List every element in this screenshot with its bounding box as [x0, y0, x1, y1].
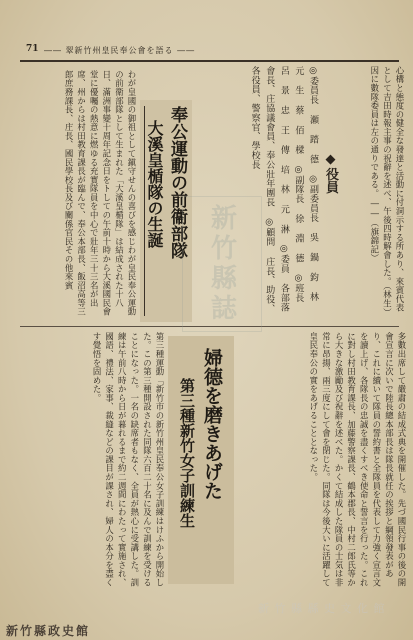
headline-bottom-line-1: 婦德を磨きあげた — [201, 348, 223, 500]
officer-roster: ◎委員長 瀬 踏 德 ◎副委員長 吳 鍋 鈞 林 元 生 蔡 佰 樑 ◎副隊長 徐 淵 德 ◎班長 呂 景 忠 王 傳 培 林 元 淋 ◎委員 各部落會長、庄協議會員、奉公壯年團長 ◎顧問 庄長、助役、各役員、警察官、學校長 — [249, 66, 318, 314]
article-text-top-left: わが皇國の御祖として鎭守せんの喜びを感じわが皇民奉公運動の前衛部隊として生まれた「大溪皇楯隊」は結成された十八日、滿洲事變十周年記念日をトしての午前十時から大溪國民會堂に優囑の熱意に燃ゆる充實隊員を中心で壯年三十三名が出席、州からは村田教育課長が臨んで、奉公本部長、飯沼高等三郎庶務課長、庄長、國民學校長及び關係官民その他來賓 — [64, 70, 137, 317]
archive-watermark: 新 竹 縣 縣 史 文 化 館 — [258, 602, 386, 615]
section-heading-officers: ◆役員 — [323, 152, 338, 195]
archive-mark: 新竹縣政史館 — [6, 624, 91, 638]
running-head: ―― 翠新竹州皇民奉公會を語る ―― — [44, 46, 196, 55]
page-number: 71 — [26, 44, 39, 54]
headline-line-2: 大溪皇楯隊の生誕 — [145, 120, 164, 248]
headline-line-1: 奉公運動の前衞部隊 — [167, 106, 187, 259]
faded-stamp: 新竹縣誌 — [182, 196, 262, 332]
article-text-bottom-left: 第三種運動「新竹市の新竹州皇民奉公女子訓練はけふから開始した。この第三種開設された同隊六百二十名に及んで訓練を受けることになった。一名の缺席者もなく、全員が熱心に受講した。訓練は午前八時から日が暮れるまで約二週間にわたって實施され、國語、禮法、家事、裁縫などの課目が課され、婦人の本分を盡くす覺悟を固めた。 — [92, 332, 165, 587]
headline-bottom-line-2: 第三種新竹女子訓練生 — [178, 378, 196, 528]
article-text-bottom-right: 多數出席して嚴肅の結成式典を開催した。先づ國民行事の後の開會宣言に次いで陸長總本部長は隊長就任の挨拶と綱領發表があり、これに續いて隊員の誓約書と全隊員を代表して力強く宣言文を讀上げ、各隊長の忠誠を盡くすべき使命と誓言を行った。これに對し村田教育課長、加藤警察課長、鶴本郡長、中村二郎氏等から大きな激勵及び祝辭を述べた。かくて結成した隊員の士気は非常に昂揚、兩三度にして會を閉じた。同隊は今後大いに活躍して皇民奉公の實をあげることとなった。 — [308, 332, 407, 587]
header-rule — [20, 60, 399, 62]
headline-box-bottom — [168, 336, 234, 584]
article-text-top-right: 心構と態度の健全な發達と活動に付洞示する所あり、來賓代表として吉田時報主事の祝辭を述べ、午後四時解會した。（林生）因に數隊委員は左の通りである。――（旗錦記） — [369, 66, 405, 317]
